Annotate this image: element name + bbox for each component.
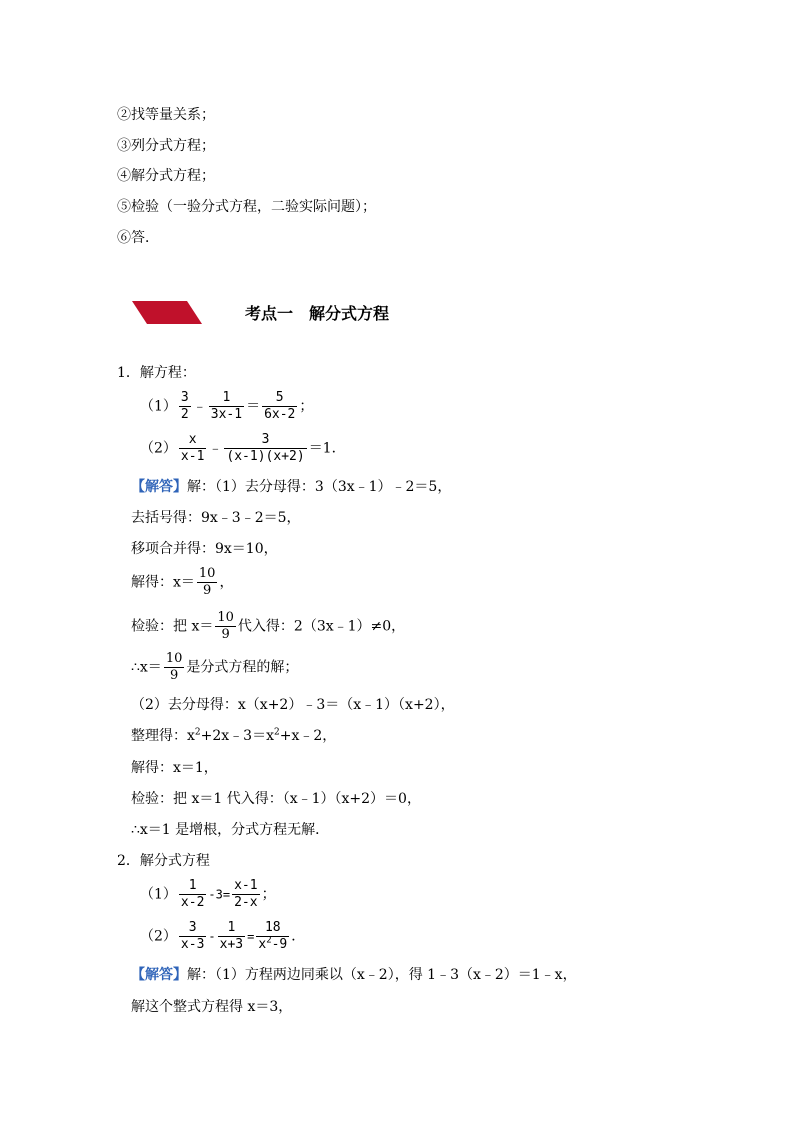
step-2: ②找等量关系； (117, 107, 215, 123)
fraction: $\frac{5}{6x-2}$ (264, 390, 296, 422)
q1-part1-equation: （1） $\frac{3}{2}$ ﹣ $\frac{1}{3x-1}$ ＝ $\frac{5}{6x-2}$ ； (140, 390, 314, 422)
step-3: ③列分式方程； (117, 138, 215, 154)
step-4: ④解分式方程； (117, 168, 215, 184)
q1-answer-lead: 【解答】解：（1）去分母得：3（3x﹣1）﹣2＝5， (131, 479, 452, 495)
q1-step-9: 检验：把 x＝1 代入得：（x﹣1）（x+2）＝0， (131, 791, 421, 807)
q1-step-10: ∴x＝1 是增根，分式方程无解． (131, 822, 330, 838)
q1-stem: 1．解方程： (117, 365, 196, 381)
q1-step-4: 检验：把 x＝ $\frac{10}{9}$ 代入得：2（3x﹣1）≠0， (131, 610, 406, 642)
fraction: $\frac{x-1}{2-x}$ (234, 878, 258, 910)
q2-answer-lead: 【解答】解：（1）方程两边同乘以（x﹣2），得 1﹣3（x﹣2）＝1﹣x， (131, 967, 577, 983)
fraction: $\frac{10}{9}$ (217, 610, 234, 642)
step-6: ⑥答． (117, 230, 159, 246)
answer-tag: 【解答】 (131, 967, 187, 983)
step-5: ⑤检验（一验分式方程，二验实际问题）； (117, 199, 376, 215)
section-banner (132, 301, 202, 324)
q2-part2-equation: （2） $\frac{3}{x-3}$ - $\frac{1}{x+3}$ = $\frac{18}{x^2-9}$ ． (140, 920, 306, 952)
q1-step-2: 移项合并得：9x＝10， (131, 541, 278, 557)
fraction: $\frac{1}{x-2}$ (180, 878, 205, 910)
q2-stem: 2．解分式方程 (117, 853, 210, 869)
fraction: $\frac{3}{x-3}$ (180, 920, 205, 952)
fraction: $\frac{1}{3x-1}$ (210, 390, 243, 422)
answer-tag: 【解答】 (131, 479, 187, 495)
section-title: 考点一 解分式方程 (245, 304, 390, 323)
q2-step-1: 解这个整式方程得 x＝3， (131, 999, 293, 1015)
q1-part2-equation: （2） $\frac{x}{x-1}$ ﹣ $\frac{3}{(x-1)(x+2)}$ ＝1． (140, 432, 346, 464)
q1-step-7: 整理得：$x^2+2x﹣3=x^2+x﹣2$， (131, 727, 337, 744)
fraction: $\frac{x}{x-1}$ (180, 432, 205, 464)
fraction: $\frac{3}{(x-1)(x+2)}$ (226, 432, 305, 464)
q2-part1-equation: （1） $\frac{1}{x-2}$ -3= $\frac{x-1}{2-x}$ ； (140, 878, 276, 910)
fraction: $\frac{1}{x+3}$ (219, 920, 244, 952)
q1-step-5: ∴x＝ $\frac{10}{9}$ 是分式方程的解； (131, 651, 299, 683)
q2-part2-label: （2） (140, 928, 177, 945)
fraction: $\frac{3}{2}$ (180, 390, 189, 422)
q1-step-3: 解得：x＝ $\frac{10}{9}$ ， (131, 566, 234, 598)
q2-part1-label: （1） (140, 886, 177, 903)
fraction: $\frac{10}{9}$ (198, 566, 216, 598)
fraction: $\frac{18}{x^2-9}$ (258, 920, 288, 952)
fraction: $\frac{10}{9}$ (165, 651, 183, 683)
q1-step-6: （2）去分母得：x（x+2）﹣3＝（x﹣1）（x+2）， (131, 697, 455, 713)
q1-part1-label: （1） (140, 398, 177, 415)
q1-part2-label: （2） (140, 440, 177, 457)
q1-step-8: 解得：x＝1， (131, 760, 218, 776)
q1-step-1: 去括号得：9x﹣3﹣2＝5， (131, 510, 301, 526)
